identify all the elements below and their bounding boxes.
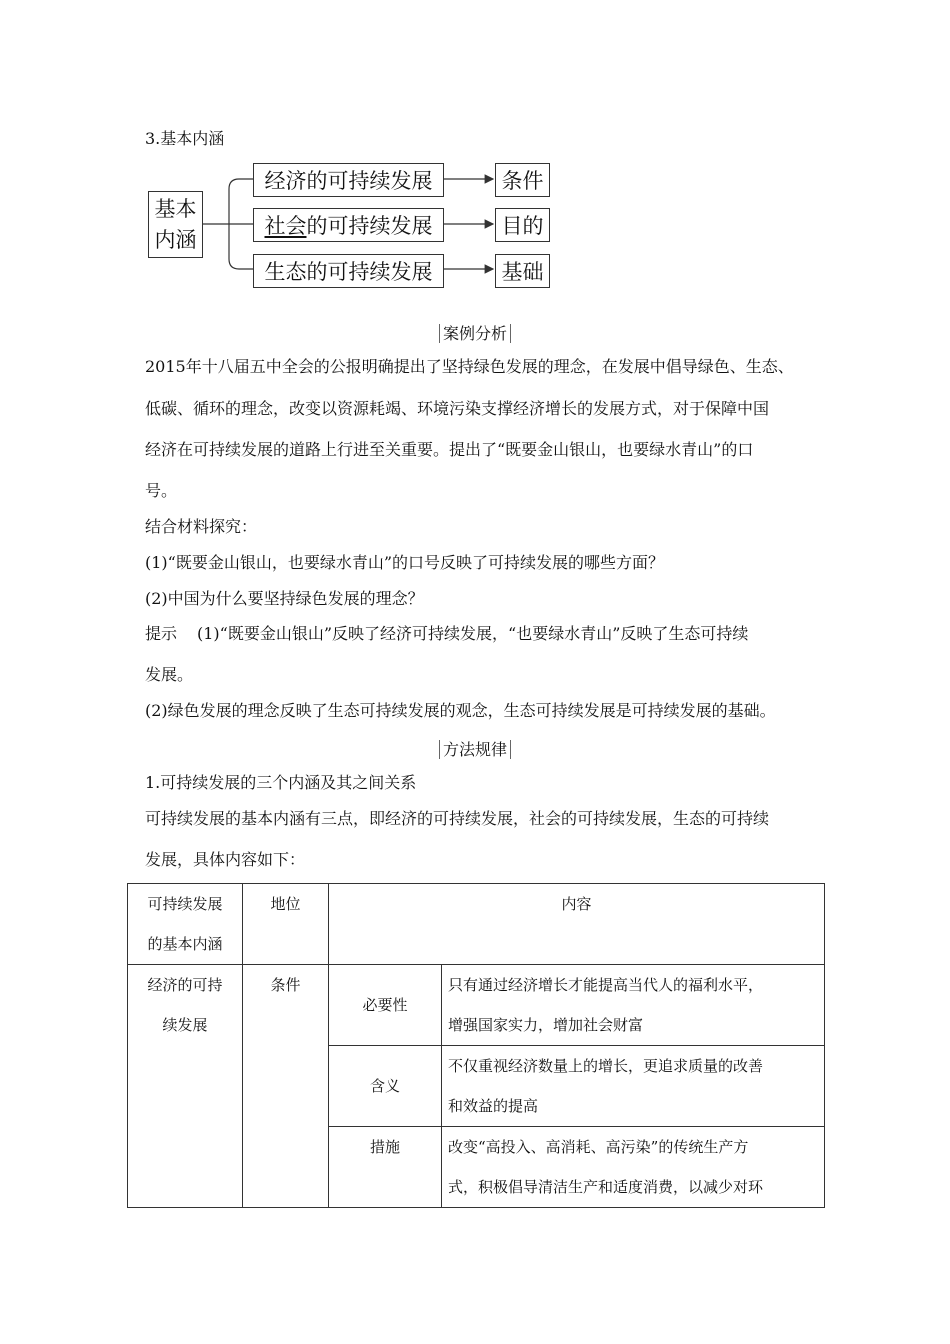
header-status: 地位 <box>243 884 329 965</box>
table-header-row <box>128 884 825 965</box>
diagram-result-basis <box>495 254 550 288</box>
necessity-line-2: 增强国家实力，增加社会财富 <box>448 1016 644 1034</box>
row-name-line-1: 经济的可持 <box>147 976 223 994</box>
item-text-necessity <box>442 965 825 1046</box>
section-heading-basic: 3.基本内涵 <box>145 129 225 148</box>
diagram-branch-economic <box>253 163 444 197</box>
hint-line-3: (2)绿色发展的理念反映了生态可持续发展的观念，生态可持续发展是可持续发展的基础。 <box>145 701 776 720</box>
case-line-2: 低碳、循环的理念，改变以资源耗竭、环境污染支撑经济增长的发展方式，对于保障中国 <box>145 399 770 418</box>
table-row <box>128 965 825 1046</box>
necessity-line-1: 只有通过经济增长才能提高当代人的福利水平， <box>448 976 764 994</box>
diagram-branch-ecological <box>253 254 444 288</box>
case-line-1: 2015年十八届五中全会的公报明确提出了坚持绿色发展的理念，在发展中倡导绿色、生态、 <box>145 357 794 376</box>
question-2: (2)中国为什么要坚持绿色发展的理念？ <box>145 589 424 608</box>
diagram-connectors <box>0 0 950 300</box>
diagram-branch-economic-label: 经济的可持续发展 <box>264 169 433 193</box>
method-title <box>0 737 950 760</box>
header-col1-line-1: 可持续发展 <box>147 895 223 913</box>
item-label-meaning: 含义 <box>329 1046 442 1127</box>
case-analysis-title <box>0 321 950 344</box>
diagram-branch-social <box>253 208 444 242</box>
method-line-2: 发展，具体内容如下： <box>145 850 306 869</box>
item-label-necessity: 必要性 <box>329 965 442 1046</box>
measures-line-1: 改变“高投入、高消耗、高污染”的传统生产方 <box>448 1138 749 1156</box>
case-analysis-title-text: 案例分析 <box>439 324 511 343</box>
item-label-measures: 措施 <box>329 1127 442 1208</box>
item-text-meaning <box>442 1046 825 1127</box>
content-table <box>127 883 825 1208</box>
method-line-1: 可持续发展的基本内涵有三点，即经济的可持续发展，社会的可持续发展，生态的可持续 <box>145 809 770 828</box>
row-name-line-2: 续发展 <box>162 1016 208 1034</box>
explore-label: 结合材料探究： <box>145 517 258 536</box>
header-col1-line-2: 的基本内涵 <box>147 935 223 953</box>
method-heading: 1.可持续发展的三个内涵及其之间关系 <box>145 773 417 792</box>
measures-line-2: 式，积极倡导清洁生产和适度消费，以减少对环 <box>448 1178 764 1196</box>
meaning-line-2: 和效益的提高 <box>448 1097 539 1115</box>
row-economic-name <box>128 965 243 1208</box>
header-content: 内容 <box>329 884 825 965</box>
question-1: (1)“既要金山银山，也要绿水青山”的口号反映了可持续发展的哪些方面？ <box>145 553 665 572</box>
diagram-result-purpose <box>495 208 550 242</box>
diagram-branch-ecological-label: 生态的可持续发展 <box>264 260 433 284</box>
hint-line-2: 发展。 <box>145 665 194 684</box>
diagram-branch-social-underlined: 社会 <box>264 214 307 238</box>
header-basic-connotation <box>128 884 243 965</box>
diagram-branch-social-rest: 的可持续发展 <box>306 214 433 238</box>
hint-line-1: (1)“既要金山银山”反映了经济可持续发展，“也要绿水青山”反映了生态可持续 <box>197 624 749 643</box>
method-title-text: 方法规律 <box>439 740 511 759</box>
meaning-line-1: 不仅重视经济数量上的增长，更追求质量的改善 <box>448 1057 764 1075</box>
diagram-root-line-2: 内涵 <box>154 227 197 252</box>
hint-label: 提示 <box>145 624 178 643</box>
diagram-result-basis-label: 基础 <box>501 260 544 284</box>
diagram-result-condition <box>495 163 550 197</box>
case-line-3: 经济在可持续发展的道路上行进至关重要。提出了“既要金山银山，也要绿水青山”的口 <box>145 440 754 459</box>
diagram-root-line-1: 基本 <box>154 196 197 221</box>
diagram-result-purpose-label: 目的 <box>501 214 544 238</box>
case-line-4: 号。 <box>145 481 178 500</box>
row-economic-role: 条件 <box>243 965 329 1208</box>
item-text-measures <box>442 1127 825 1208</box>
diagram-result-condition-label: 条件 <box>501 169 544 193</box>
